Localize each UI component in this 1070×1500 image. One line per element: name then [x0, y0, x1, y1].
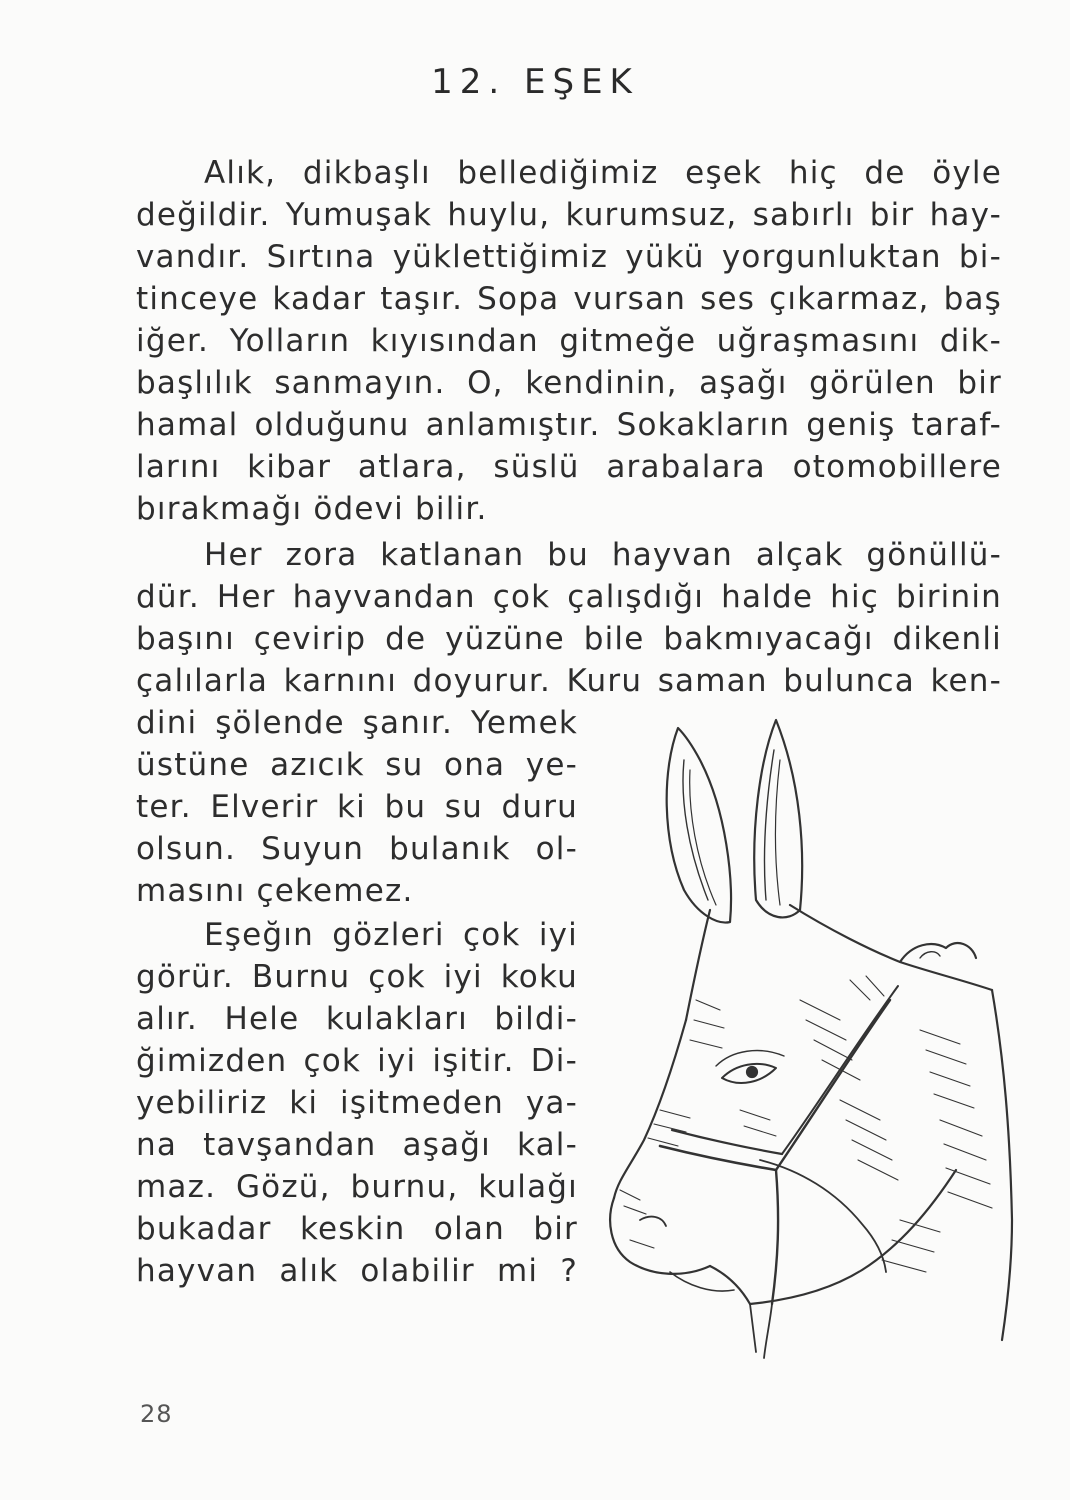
text-line: hamal olduğunu anlamıştır. Sokakların geniş taraf-	[136, 407, 1002, 443]
text-line: maz. Gözü, burnu, kulağı	[136, 1169, 578, 1205]
text-line: masını çekemez.	[136, 873, 414, 909]
text-line: Her zora katlanan bu hayvan alçak gönüllü-	[204, 537, 1002, 573]
text-line: na tavşandan aşağı kal-	[136, 1127, 578, 1163]
donkey-illustration	[600, 700, 1020, 1360]
text-line: bırakmağı ödevi bilir.	[136, 491, 488, 527]
text-line: yebiliriz ki işitmeden ya-	[136, 1085, 578, 1121]
text-line: görür. Burnu çok iyi koku	[136, 959, 578, 995]
text-line: tinceye kadar taşır. Sopa vursan ses çıkarmaz, baş	[136, 281, 1002, 317]
text-line: üstüne azıcık su ona ye-	[136, 747, 578, 783]
text-line: dini şölende şanır. Yemek	[136, 705, 578, 741]
text-line: olsun. Suyun bulanık ol-	[136, 831, 578, 867]
chapter-title: 12. EŞEK	[431, 62, 639, 102]
text-line: çalılarla karnını doyurur. Kuru saman bulunca ken-	[136, 663, 1002, 699]
page-number: 28	[140, 1400, 173, 1428]
text-line: iğer. Yolların kıyısından gitmeğe uğraşmasını dik-	[136, 323, 1002, 359]
text-line: başlılık sanmayın. O, kendinin, aşağı görülen bir	[136, 365, 1002, 401]
text-line: Alık, dikbaşlı bellediğimiz eşek hiç de öyle	[204, 155, 1002, 191]
text-line: bukadar keskin olan bir	[136, 1211, 578, 1247]
text-line: Eşeğın gözleri çok iyi	[204, 917, 578, 953]
text-line: ter. Elverir ki bu su duru	[136, 789, 578, 825]
text-line: başını çevirip de yüzüne bile bakmıyacağı dikenli	[136, 621, 1002, 657]
text-line: vandır. Sırtına yüklettiğimiz yükü yorgunluktan bi-	[136, 239, 1002, 275]
text-line: ğimizden çok iyi işitir. Di-	[136, 1043, 578, 1079]
text-line: değildir. Yumuşak huylu, kurumsuz, sabırlı bir hay-	[136, 197, 1002, 233]
text-line: alır. Hele kulakları bildi-	[136, 1001, 578, 1037]
text-line: hayvan alık olabilir mi ?	[136, 1253, 578, 1289]
text-line: larını kibar atlara, süslü arabalara otomobillere	[136, 449, 1002, 485]
text-line: dür. Her hayvandan çok çalışdığı halde hiç birinin	[136, 579, 1002, 615]
